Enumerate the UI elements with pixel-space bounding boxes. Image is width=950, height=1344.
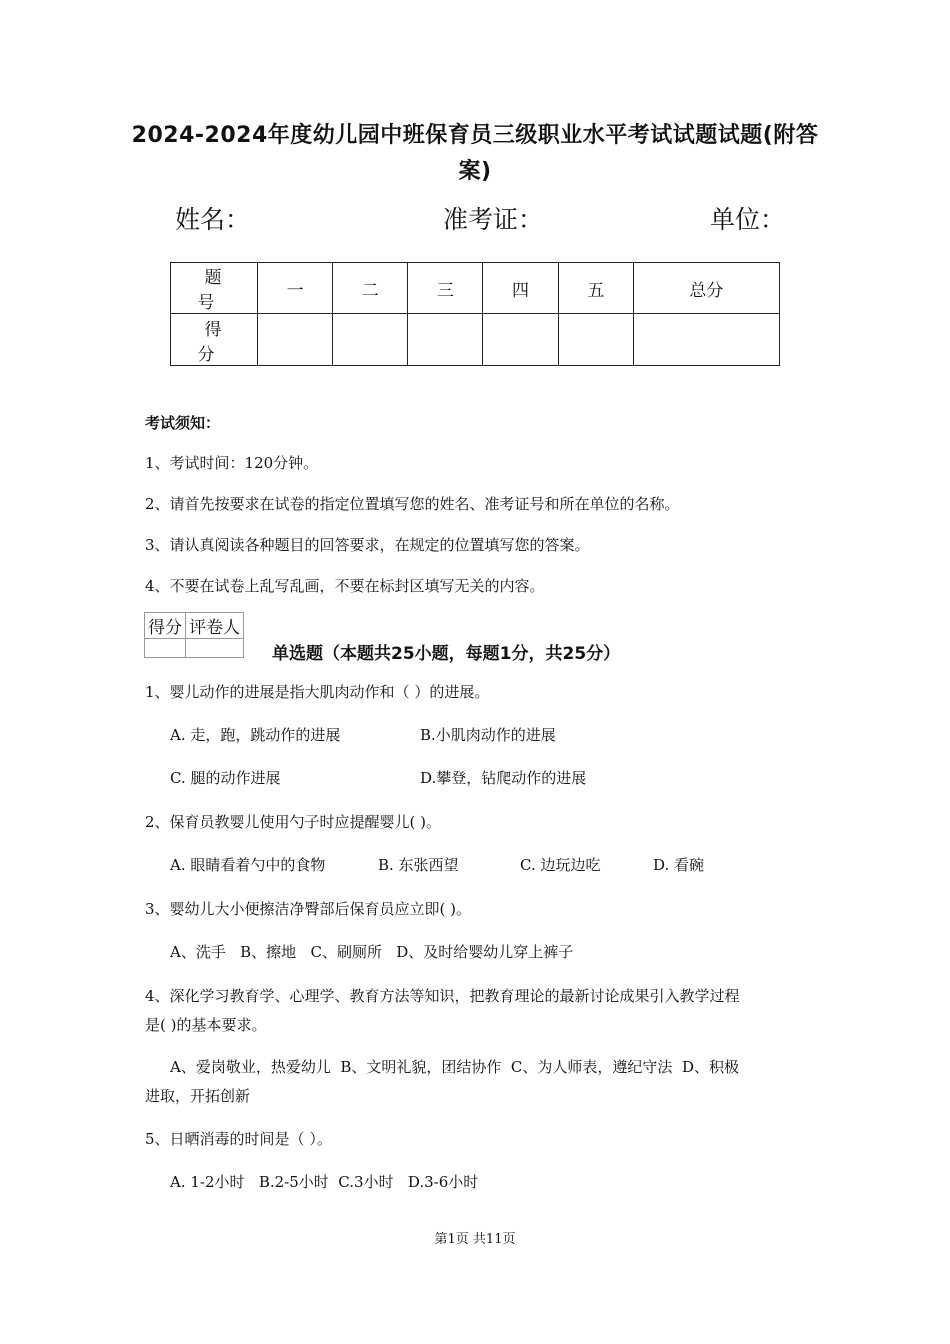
question-1-option-a: A. 走，跑，跳动作的进展 [170,726,341,744]
score-label: 得 分 [171,314,258,366]
question-3-options: A、洗手 B、擦地 C、刷厕所 D、及时给婴幼儿穿上裤子 [170,943,574,961]
notice-item: 2、请首先按要求在试卷的指定位置填写您的姓名、准考证号和所在单位的名称。 [145,495,680,513]
column-5: 五 [558,263,633,314]
score-cell[interactable] [408,314,483,366]
question-number-label: 题 号 [171,263,258,314]
score-cell[interactable] [558,314,633,366]
question-2-option-a: A. 眼睛看着勺中的食物 [170,856,326,874]
page-title [120,118,830,190]
question-1-option-b: B.小肌肉动作的进展 [420,726,556,744]
column-1: 一 [258,263,333,314]
question-4-stem-line-2: 是( )的基本要求。 [145,1016,267,1034]
candidate-info-row [0,200,950,240]
column-3: 三 [408,263,483,314]
unit-label: 单位： [710,205,786,234]
column-2: 二 [333,263,408,314]
question-3-stem: 3、婴幼儿大小便擦洁净臀部后保育员应立即( )。 [145,900,472,918]
question-1-option-d: D.攀登，钻爬动作的进展 [420,769,587,787]
grader-score-label: 得分 [145,613,186,639]
question-2-option-d: D. 看碗 [653,856,705,874]
score-cell[interactable] [633,314,779,366]
question-5-stem: 5、日晒消毒的时间是（ ）。 [145,1130,332,1148]
question-4-options-line-2: 进取，开拓创新 [145,1087,251,1105]
score-table [170,262,780,366]
grader-reviewer-cell[interactable] [186,639,244,658]
score-table-score-row [171,314,780,366]
question-4-stem-line-1: 4、深化学习教育学、心理学、教育方法等知识，把教育理论的最新讨论成果引入教学过程 [145,987,740,1005]
score-cell[interactable] [483,314,558,366]
notice-title: 考试须知： [145,414,221,432]
question-1-stem: 1、婴儿动作的进展是指大肌肉动作和（ ）的进展。 [145,683,490,701]
notice-item: 4、不要在试卷上乱写乱画，不要在标封区填写无关的内容。 [145,577,545,595]
title-line-2: 案) [458,159,492,184]
question-1-option-c: C. 腿的动作进展 [170,769,281,787]
column-total: 总分 [633,263,779,314]
grader-score-cell[interactable] [145,639,186,658]
title-line-1: 2024-2024年度幼儿园中班保育员三级职业水平考试试题试题(附答 [131,123,819,148]
question-2-option-c: C. 边玩边吃 [520,856,601,874]
section-title: 单选题（本题共25小题，每题1分，共25分） [272,644,621,664]
exam-number-label: 准考证： [443,205,544,234]
score-cell[interactable] [333,314,408,366]
grader-reviewer-label: 评卷人 [186,613,244,639]
question-4-options-line-1: A、爱岗敬业，热爱幼儿 B、文明礼貌，团结协作 C、为人师表，遵纪守法 D、积极 [170,1058,739,1076]
question-2-option-b: B. 东张西望 [378,856,459,874]
notice-item: 1、考试时间：120分钟。 [145,454,319,472]
question-2-stem: 2、保育员教婴儿使用勺子时应提醒婴儿( )。 [145,813,442,831]
column-4: 四 [483,263,558,314]
score-table-header-row [171,263,780,314]
name-label: 姓名： [175,205,251,234]
notice-item: 3、请认真阅读各种题目的回答要求，在规定的位置填写您的答案。 [145,536,590,554]
score-cell[interactable] [258,314,333,366]
page-footer: 第1页 共11页 [434,1232,516,1247]
grader-box [144,612,244,658]
question-5-options: A. 1-2小时 B.2-5小时 C.3小时 D.3-6小时 [170,1173,479,1191]
